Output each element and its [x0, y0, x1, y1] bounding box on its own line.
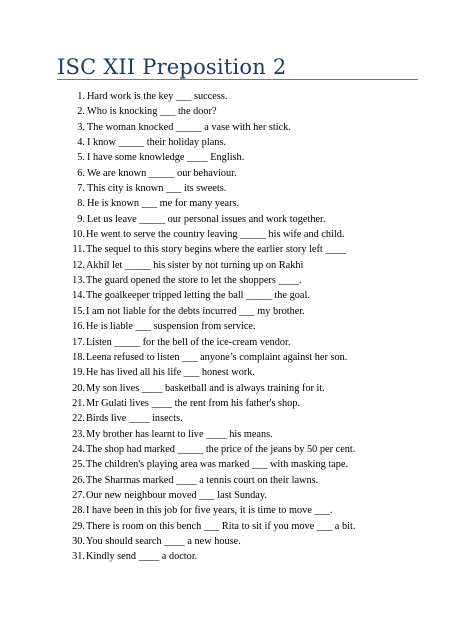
question-text: We are known _____ our behaviour. — [87, 167, 237, 179]
question-item — [0, 166, 474, 181]
question-item — [0, 335, 474, 350]
question-item — [0, 350, 474, 365]
question-number: 8. — [77, 198, 85, 210]
question-number: 27. — [72, 489, 85, 501]
question-number: 30. — [72, 535, 85, 547]
question-text: The guard opened the store to let the shoppers ____. — [86, 275, 302, 287]
question-text: He is known ___ me for many years. — [87, 198, 240, 210]
question-item — [0, 549, 474, 564]
question-text: Birds live ____ insects. — [86, 413, 183, 425]
question-item — [0, 503, 474, 518]
question-item — [0, 442, 474, 457]
question-text: Who is knocking ___ the door? — [87, 106, 217, 118]
question-item — [0, 457, 474, 472]
question-text: You should search ____ a new house. — [86, 535, 241, 547]
question-item — [0, 534, 474, 549]
question-number: 24. — [72, 443, 85, 455]
question-item — [0, 135, 474, 150]
question-text: Mr Gulati lives ____ the rent from his father's shop. — [86, 397, 301, 409]
question-text: Our new neighbour moved ___ last Sunday. — [86, 489, 267, 501]
question-text: There is room on this bench ___ Rita to sit if you move ___ a bit. — [86, 520, 356, 532]
question-number: 19. — [72, 367, 85, 379]
question-item — [0, 365, 474, 380]
question-text: The children's playing area was marked ___ with masking tape. — [86, 459, 349, 471]
question-text: Hard work is the key ___ success. — [87, 91, 228, 102]
question-number: 20. — [72, 382, 85, 394]
question-item — [0, 473, 474, 488]
question-number: 1. — [77, 91, 85, 102]
question-item — [0, 120, 474, 135]
question-item — [0, 319, 474, 334]
question-number: 6. — [77, 167, 85, 179]
question-text: This city is known ___ its sweets. — [87, 183, 227, 195]
question-item — [0, 411, 474, 426]
question-text: He went to serve the country leaving _____ his wife and child. — [86, 229, 345, 241]
question-number: 29. — [72, 520, 85, 532]
question-item — [0, 273, 474, 288]
question-number: 17. — [72, 336, 85, 348]
question-number: 7. — [77, 183, 85, 195]
question-text: I have been in this job for five years, it is time to move ___. — [86, 505, 333, 517]
page-title: ISC XII Preposition 2 — [57, 55, 287, 79]
question-number: 13. — [72, 275, 85, 287]
question-item — [0, 150, 474, 165]
question-text: Leena refused to listen ___ anyone’s complaint against her son. — [86, 351, 348, 363]
question-item — [0, 288, 474, 303]
question-item — [0, 427, 474, 442]
question-item — [0, 104, 474, 119]
question-text: My brother has learnt to live ____ his means. — [86, 428, 273, 440]
question-text: Let us leave _____ our personal issues and work together. — [87, 213, 326, 225]
question-text: Kindly send ____ a doctor. — [86, 551, 198, 563]
question-number: 22. — [72, 413, 85, 425]
question-text: I know _____ their holiday plans. — [87, 137, 226, 149]
question-text: I am not liable for the debts incurred ___ my brother. — [86, 305, 305, 317]
question-number: 11. — [72, 244, 85, 256]
question-text: I have some knowledge ____ English. — [87, 152, 245, 164]
question-text: The shop had marked _____ the price of the jeans by 50 per cent. — [86, 443, 356, 455]
question-text: The sequel to this story begins where the earlier story left ____ — [86, 244, 346, 256]
question-number: 31. — [72, 551, 85, 563]
question-number: 25. — [72, 459, 85, 471]
question-number: 3. — [77, 121, 85, 133]
question-item — [0, 181, 474, 196]
question-number: 28. — [72, 505, 85, 517]
question-item — [0, 258, 474, 273]
question-text: My son lives ____ basketball and is always training for it. — [86, 382, 325, 394]
question-item — [0, 196, 474, 211]
question-text: The goalkeeper tripped letting the ball _____ the goal. — [86, 290, 310, 302]
question-text: He is liable ___ suspension from service. — [86, 321, 256, 333]
question-item — [0, 519, 474, 534]
question-item — [0, 242, 474, 257]
question-text: The Sharmas marked ____ a tennis court on their lawns. — [86, 474, 319, 486]
question-item — [0, 381, 474, 396]
question-number: 9. — [77, 213, 85, 225]
question-item — [0, 396, 474, 411]
question-text: He has lived all his life ___ honest work. — [86, 367, 256, 379]
question-item — [0, 227, 474, 242]
question-item — [0, 488, 474, 503]
question-number: 12. — [72, 259, 85, 271]
question-text: Listen _____ for the bell of the ice-cream vendor. — [86, 336, 291, 348]
question-number: 16. — [72, 321, 85, 333]
question-item — [0, 89, 474, 104]
question-number: 21. — [72, 397, 85, 409]
question-number: 4. — [77, 137, 85, 149]
question-item — [0, 304, 474, 319]
question-number: 26. — [72, 474, 85, 486]
question-text: Akhil let _____ his sister by not turning up on Rakhi — [86, 259, 304, 271]
question-number: 15. — [72, 305, 85, 317]
question-number: 14. — [72, 290, 85, 302]
question-number: 18. — [72, 351, 85, 363]
question-number: 2. — [77, 106, 85, 118]
question-number: 23. — [72, 428, 85, 440]
question-number: 5. — [77, 152, 85, 164]
question-number: 10. — [72, 229, 85, 241]
title-underline — [57, 79, 418, 80]
question-text: The woman knocked _____ a vase with her stick. — [87, 121, 291, 133]
question-item — [0, 212, 474, 227]
question-list — [0, 89, 474, 565]
